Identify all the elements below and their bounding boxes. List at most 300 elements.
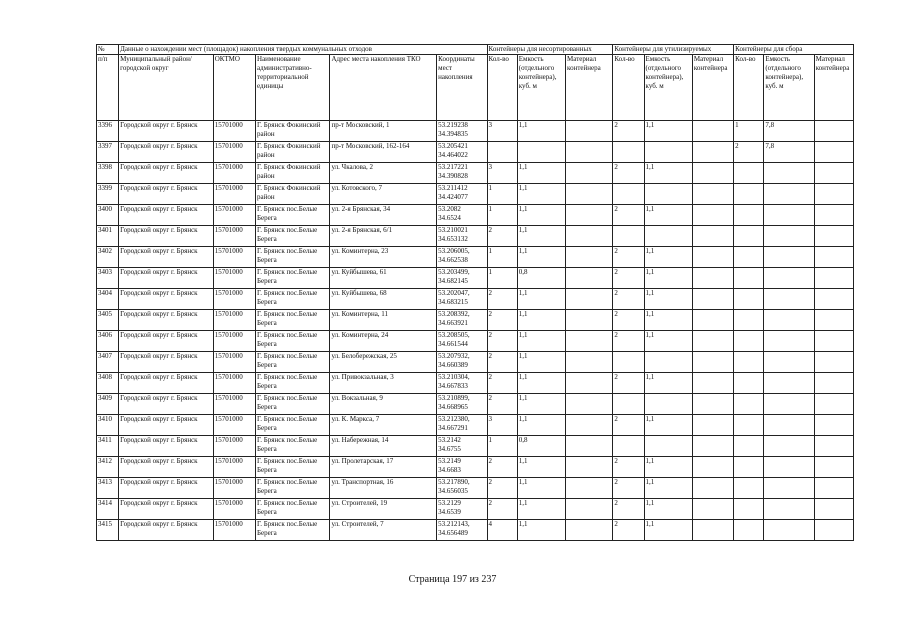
cell-recycled-material — [692, 226, 733, 247]
cell-unsorted-count: 4 — [487, 520, 517, 541]
cell-oktmo: 15701000 — [213, 163, 255, 184]
cell-oktmo: 15701000 — [213, 289, 255, 310]
table-row — [97, 289, 854, 310]
table-row — [97, 142, 854, 163]
cell-unsorted-count: 2 — [487, 331, 517, 352]
cell-municipality: Городской округ г. Брянск — [119, 184, 214, 205]
cell-address: ул. Коминтерна, 23 — [330, 247, 437, 268]
cell-address: ул. Пролетарская, 17 — [330, 457, 437, 478]
cell-recycled-capacity: 1,1 — [644, 457, 692, 478]
cell-unsorted-count: 2 — [487, 352, 517, 373]
cell-coords: 53.219238 34.394835 — [437, 121, 487, 142]
cell-address: ул. Вокзальная, 9 — [330, 394, 437, 415]
row-number: 3401 — [97, 226, 119, 247]
table-row — [97, 205, 854, 226]
cell-recycled-material — [692, 478, 733, 499]
cell-unsorted-count: 2 — [487, 499, 517, 520]
cell-unsorted-count — [487, 142, 517, 163]
cell-coords: 53.2129 34.6539 — [437, 499, 487, 520]
cell-collection-material — [814, 352, 853, 373]
cell-collection-capacity — [764, 268, 814, 289]
cell-unsorted-capacity: 1,1 — [517, 310, 565, 331]
cell-recycled-count: 2 — [613, 478, 644, 499]
cell-admin-unit: Г. Брянск пос.Белые Берега — [256, 289, 330, 310]
cell-coords: 53.207932, 34.660389 — [437, 352, 487, 373]
table-row — [97, 415, 854, 436]
cell-address: ул. Куйбышева, 68 — [330, 289, 437, 310]
table-row — [97, 226, 854, 247]
row-number: 3407 — [97, 352, 119, 373]
cell-unsorted-capacity: 1,1 — [517, 331, 565, 352]
cell-recycled-count: 2 — [613, 457, 644, 478]
cell-oktmo: 15701000 — [213, 247, 255, 268]
cell-unsorted-capacity: 1,1 — [517, 520, 565, 541]
header-recycled-material: Материал контейнера — [692, 55, 733, 121]
cell-recycled-count: 2 — [613, 247, 644, 268]
cell-address: пр-т Московский, 162-164 — [330, 142, 437, 163]
cell-recycled-material — [692, 331, 733, 352]
cell-municipality: Городской округ г. Брянск — [119, 142, 214, 163]
cell-address: ул. Транспортная, 16 — [330, 478, 437, 499]
cell-oktmo: 15701000 — [213, 436, 255, 457]
cell-unsorted-capacity: 0,8 — [517, 268, 565, 289]
cell-coords: 53.2082 34.6524 — [437, 205, 487, 226]
row-number: 3396 — [97, 121, 119, 142]
cell-municipality: Городской округ г. Брянск — [119, 373, 214, 394]
cell-recycled-count: 2 — [613, 121, 644, 142]
cell-collection-count: 2 — [734, 142, 764, 163]
cell-municipality: Городской округ г. Брянск — [119, 352, 214, 373]
cell-collection-material — [814, 268, 853, 289]
cell-coords: 53.210304, 34.667833 — [437, 373, 487, 394]
cell-recycled-count: 2 — [613, 373, 644, 394]
cell-admin-unit: Г. Брянск пос.Белые Берега — [256, 268, 330, 289]
row-number: 3397 — [97, 142, 119, 163]
cell-recycled-material — [692, 373, 733, 394]
row-number: 3412 — [97, 457, 119, 478]
cell-collection-material — [814, 205, 853, 226]
cell-unsorted-material — [566, 520, 613, 541]
cell-collection-material — [814, 289, 853, 310]
cell-recycled-count — [613, 226, 644, 247]
cell-oktmo: 15701000 — [213, 268, 255, 289]
page-number: Страница 197 из 237 — [408, 574, 497, 585]
cell-coords: 53.212143, 34.656489 — [437, 520, 487, 541]
cell-municipality: Городской округ г. Брянск — [119, 499, 214, 520]
cell-collection-capacity — [764, 310, 814, 331]
cell-collection-count — [734, 352, 764, 373]
cell-admin-unit: Г. Брянск пос.Белые Берега — [256, 205, 330, 226]
cell-recycled-capacity: 1,1 — [644, 520, 692, 541]
waste-sites-table — [96, 44, 854, 541]
cell-recycled-capacity — [644, 184, 692, 205]
cell-recycled-capacity: 1,1 — [644, 310, 692, 331]
cell-unsorted-count: 2 — [487, 289, 517, 310]
cell-unsorted-capacity: 1,1 — [517, 121, 565, 142]
cell-address: пр-т Московский, 1 — [330, 121, 437, 142]
table-row — [97, 331, 854, 352]
cell-collection-material — [814, 394, 853, 415]
cell-collection-capacity — [764, 331, 814, 352]
cell-unsorted-material — [566, 331, 613, 352]
header-collection-capacity: Емкость (отдельного контейнера), куб. м — [764, 55, 814, 121]
cell-unsorted-material — [566, 499, 613, 520]
row-number: 3410 — [97, 415, 119, 436]
cell-coords: 53.210899, 34.668965 — [437, 394, 487, 415]
cell-address: ул. Куйбышева, 61 — [330, 268, 437, 289]
cell-municipality: Городской округ г. Брянск — [119, 205, 214, 226]
cell-unsorted-material — [566, 205, 613, 226]
cell-recycled-capacity — [644, 436, 692, 457]
cell-municipality: Городской округ г. Брянск — [119, 415, 214, 436]
cell-collection-capacity — [764, 394, 814, 415]
cell-unsorted-count: 1 — [487, 247, 517, 268]
cell-collection-capacity — [764, 184, 814, 205]
cell-collection-material — [814, 415, 853, 436]
cell-collection-count — [734, 520, 764, 541]
cell-municipality: Городской округ г. Брянск — [119, 331, 214, 352]
cell-recycled-count: 2 — [613, 289, 644, 310]
header-collection-material: Материал контейнера — [814, 55, 853, 121]
cell-collection-material — [814, 163, 853, 184]
cell-coords: 53.202047, 34.683215 — [437, 289, 487, 310]
table-row — [97, 163, 854, 184]
cell-unsorted-material — [566, 436, 613, 457]
cell-unsorted-capacity: 1,1 — [517, 352, 565, 373]
cell-unsorted-material — [566, 163, 613, 184]
cell-address: ул. Привокзальная, 3 — [330, 373, 437, 394]
cell-unsorted-count: 3 — [487, 415, 517, 436]
cell-collection-capacity — [764, 478, 814, 499]
table-row — [97, 373, 854, 394]
cell-collection-capacity — [764, 163, 814, 184]
cell-admin-unit: Г. Брянск пос.Белые Берега — [256, 499, 330, 520]
cell-collection-capacity — [764, 436, 814, 457]
header-municipality: Муниципальный район/городской округ — [119, 55, 214, 121]
header-group-collection: Контейнеры для сбора — [734, 45, 854, 55]
cell-oktmo: 15701000 — [213, 205, 255, 226]
cell-recycled-count: 2 — [613, 163, 644, 184]
cell-municipality: Городской округ г. Брянск — [119, 436, 214, 457]
cell-admin-unit: Г. Брянск пос.Белые Берега — [256, 520, 330, 541]
cell-collection-count: 1 — [734, 121, 764, 142]
cell-oktmo: 15701000 — [213, 373, 255, 394]
cell-admin-unit: Г. Брянск пос.Белые Берега — [256, 457, 330, 478]
cell-recycled-material — [692, 121, 733, 142]
cell-collection-material — [814, 121, 853, 142]
cell-oktmo: 15701000 — [213, 415, 255, 436]
cell-unsorted-capacity: 1,1 — [517, 247, 565, 268]
cell-unsorted-material — [566, 457, 613, 478]
row-number: 3400 — [97, 205, 119, 226]
table-row — [97, 457, 854, 478]
cell-unsorted-capacity: 1,1 — [517, 457, 565, 478]
table-row — [97, 394, 854, 415]
cell-unsorted-material — [566, 310, 613, 331]
cell-recycled-material — [692, 163, 733, 184]
cell-address: ул. Строителей, 7 — [330, 520, 437, 541]
cell-unsorted-count: 2 — [487, 310, 517, 331]
cell-recycled-material — [692, 289, 733, 310]
cell-unsorted-capacity: 1,1 — [517, 499, 565, 520]
cell-recycled-count: 2 — [613, 415, 644, 436]
cell-recycled-material — [692, 520, 733, 541]
cell-oktmo: 15701000 — [213, 457, 255, 478]
cell-collection-count — [734, 268, 764, 289]
cell-recycled-material — [692, 415, 733, 436]
header-address: Адрес места накопления ТКО — [330, 55, 437, 121]
row-number: 3403 — [97, 268, 119, 289]
table-row — [97, 520, 854, 541]
cell-collection-count — [734, 163, 764, 184]
cell-collection-material — [814, 184, 853, 205]
row-number: 3408 — [97, 373, 119, 394]
header-unsorted-capacity: Емкость (отдельного контейнера), куб. м — [517, 55, 565, 121]
cell-admin-unit: Г. Брянск пос.Белые Берега — [256, 247, 330, 268]
cell-unsorted-material — [566, 352, 613, 373]
cell-address: ул. 2-я Брянская, 6/1 — [330, 226, 437, 247]
cell-unsorted-count: 2 — [487, 226, 517, 247]
cell-unsorted-capacity: 1,1 — [517, 289, 565, 310]
cell-collection-material — [814, 226, 853, 247]
cell-unsorted-capacity: 1,1 — [517, 373, 565, 394]
cell-recycled-material — [692, 499, 733, 520]
cell-collection-material — [814, 520, 853, 541]
cell-recycled-material — [692, 184, 733, 205]
cell-collection-capacity — [764, 457, 814, 478]
cell-recycled-capacity: 1,1 — [644, 163, 692, 184]
row-number: 3402 — [97, 247, 119, 268]
cell-oktmo: 15701000 — [213, 121, 255, 142]
cell-recycled-capacity: 1,1 — [644, 289, 692, 310]
cell-recycled-count — [613, 184, 644, 205]
cell-collection-capacity — [764, 289, 814, 310]
cell-coords: 53.208505, 34.661544 — [437, 331, 487, 352]
cell-collection-count — [734, 331, 764, 352]
cell-oktmo: 15701000 — [213, 226, 255, 247]
cell-admin-unit: Г. Брянск Фокинский район — [256, 142, 330, 163]
cell-municipality: Городской округ г. Брянск — [119, 226, 214, 247]
cell-unsorted-material — [566, 478, 613, 499]
cell-recycled-capacity — [644, 352, 692, 373]
cell-unsorted-count: 1 — [487, 205, 517, 226]
cell-unsorted-material — [566, 226, 613, 247]
cell-recycled-count: 2 — [613, 310, 644, 331]
cell-coords: 53.217890, 34.656035 — [437, 478, 487, 499]
cell-unsorted-capacity: 1,1 — [517, 415, 565, 436]
header-collection-count: Кол-во — [734, 55, 764, 121]
row-number: 3409 — [97, 394, 119, 415]
cell-oktmo: 15701000 — [213, 499, 255, 520]
cell-oktmo: 15701000 — [213, 310, 255, 331]
cell-unsorted-count: 1 — [487, 436, 517, 457]
header-coords: Координаты мест накопления — [437, 55, 487, 121]
cell-recycled-material — [692, 457, 733, 478]
row-number: 3406 — [97, 331, 119, 352]
cell-collection-count — [734, 436, 764, 457]
cell-collection-capacity — [764, 520, 814, 541]
cell-municipality: Городской округ г. Брянск — [119, 247, 214, 268]
cell-collection-capacity — [764, 205, 814, 226]
cell-collection-capacity — [764, 373, 814, 394]
cell-recycled-capacity: 1,1 — [644, 205, 692, 226]
header-recycled-capacity: Емкость (отдельного контейнера), куб. м — [644, 55, 692, 121]
cell-unsorted-count: 1 — [487, 184, 517, 205]
cell-collection-material — [814, 310, 853, 331]
cell-unsorted-material — [566, 289, 613, 310]
table-row — [97, 352, 854, 373]
cell-oktmo: 15701000 — [213, 478, 255, 499]
header-recycled-count: Кол-во — [613, 55, 644, 121]
cell-recycled-material — [692, 247, 733, 268]
cell-collection-count — [734, 226, 764, 247]
table-body — [97, 121, 854, 541]
row-number: 3411 — [97, 436, 119, 457]
cell-recycled-material — [692, 205, 733, 226]
cell-coords: 53.203499, 34.682145 — [437, 268, 487, 289]
cell-recycled-capacity — [644, 226, 692, 247]
cell-collection-count — [734, 394, 764, 415]
cell-recycled-capacity: 1,1 — [644, 268, 692, 289]
cell-coords: 53.208392, 34.663921 — [437, 310, 487, 331]
cell-unsorted-material — [566, 247, 613, 268]
cell-collection-count — [734, 205, 764, 226]
cell-collection-count — [734, 499, 764, 520]
header-num: № — [97, 45, 119, 55]
cell-address: ул. Белобережская, 25 — [330, 352, 437, 373]
header-pp: п/п — [97, 55, 119, 121]
cell-collection-material — [814, 247, 853, 268]
cell-coords: 53.211412 34.424077 — [437, 184, 487, 205]
cell-recycled-count — [613, 142, 644, 163]
cell-admin-unit: Г. Брянск пос.Белые Берега — [256, 415, 330, 436]
cell-coords: 53.206005, 34.662538 — [437, 247, 487, 268]
row-number: 3405 — [97, 310, 119, 331]
cell-collection-material — [814, 436, 853, 457]
cell-coords: 53.2149 34.6683 — [437, 457, 487, 478]
cell-recycled-capacity — [644, 394, 692, 415]
cell-municipality: Городской округ г. Брянск — [119, 268, 214, 289]
cell-address: ул. Коминтерна, 24 — [330, 331, 437, 352]
cell-address: ул. Набережная, 14 — [330, 436, 437, 457]
row-number: 3398 — [97, 163, 119, 184]
cell-oktmo: 15701000 — [213, 331, 255, 352]
table-row — [97, 247, 854, 268]
cell-municipality: Городской округ г. Брянск — [119, 478, 214, 499]
table-row — [97, 478, 854, 499]
cell-recycled-material — [692, 142, 733, 163]
cell-admin-unit: Г. Брянск пос.Белые Берега — [256, 226, 330, 247]
cell-oktmo: 15701000 — [213, 394, 255, 415]
cell-collection-capacity — [764, 352, 814, 373]
cell-collection-material — [814, 331, 853, 352]
row-number: 3414 — [97, 499, 119, 520]
cell-admin-unit: Г. Брянск пос.Белые Берега — [256, 310, 330, 331]
cell-recycled-material — [692, 436, 733, 457]
cell-recycled-capacity: 1,1 — [644, 121, 692, 142]
row-number: 3404 — [97, 289, 119, 310]
cell-admin-unit: Г. Брянск пос.Белые Берега — [256, 394, 330, 415]
cell-admin-unit: Г. Брянск пос.Белые Берега — [256, 436, 330, 457]
cell-recycled-count — [613, 394, 644, 415]
row-number: 3415 — [97, 520, 119, 541]
row-number: 3413 — [97, 478, 119, 499]
cell-collection-count — [734, 478, 764, 499]
cell-collection-count — [734, 247, 764, 268]
cell-collection-count — [734, 184, 764, 205]
cell-unsorted-count: 2 — [487, 457, 517, 478]
cell-unsorted-count: 2 — [487, 373, 517, 394]
header-group-recycled: Контейнеры для утилизируемых — [613, 45, 734, 55]
cell-recycled-material — [692, 310, 733, 331]
table-row — [97, 268, 854, 289]
header-unsorted-count: Кол-во — [487, 55, 517, 121]
header-unsorted-material: Материал контейнера — [566, 55, 613, 121]
cell-collection-material — [814, 373, 853, 394]
cell-coords: 53.217221 34.390828 — [437, 163, 487, 184]
cell-unsorted-material — [566, 415, 613, 436]
cell-collection-capacity — [764, 247, 814, 268]
cell-unsorted-count: 3 — [487, 163, 517, 184]
cell-recycled-count: 2 — [613, 499, 644, 520]
cell-recycled-capacity: 1,1 — [644, 247, 692, 268]
cell-collection-count — [734, 457, 764, 478]
table-row — [97, 499, 854, 520]
cell-municipality: Городской округ г. Брянск — [119, 121, 214, 142]
row-number: 3399 — [97, 184, 119, 205]
cell-recycled-capacity: 1,1 — [644, 478, 692, 499]
cell-unsorted-capacity: 0,8 — [517, 436, 565, 457]
table-row — [97, 436, 854, 457]
cell-address: ул. Котовского, 7 — [330, 184, 437, 205]
cell-municipality: Городской округ г. Брянск — [119, 163, 214, 184]
cell-collection-count — [734, 289, 764, 310]
cell-recycled-count: 2 — [613, 520, 644, 541]
cell-municipality: Городской округ г. Брянск — [119, 520, 214, 541]
header-group-unsorted: Контейнеры для несортированных — [487, 45, 613, 55]
cell-coords: 53.210021 34.653132 — [437, 226, 487, 247]
cell-recycled-count — [613, 352, 644, 373]
cell-collection-capacity — [764, 226, 814, 247]
cell-collection-count — [734, 415, 764, 436]
cell-unsorted-capacity: 1,1 — [517, 205, 565, 226]
cell-admin-unit: Г. Брянск пос.Белые Берега — [256, 478, 330, 499]
cell-recycled-capacity: 1,1 — [644, 499, 692, 520]
cell-oktmo: 15701000 — [213, 352, 255, 373]
cell-collection-count — [734, 373, 764, 394]
cell-unsorted-material — [566, 142, 613, 163]
cell-recycled-count: 2 — [613, 331, 644, 352]
cell-address: ул. Чкалова, 2 — [330, 163, 437, 184]
cell-admin-unit: Г. Брянск Фокинский район — [256, 184, 330, 205]
cell-unsorted-capacity: 1,1 — [517, 163, 565, 184]
cell-unsorted-material — [566, 373, 613, 394]
cell-recycled-material — [692, 268, 733, 289]
cell-unsorted-capacity: 1,1 — [517, 184, 565, 205]
cell-unsorted-count: 1 — [487, 268, 517, 289]
header-admin-unit: Наименование административно-территориальной единицы — [256, 55, 330, 121]
cell-recycled-capacity: 1,1 — [644, 373, 692, 394]
cell-admin-unit: Г. Брянск пос.Белые Берега — [256, 331, 330, 352]
cell-unsorted-capacity — [517, 142, 565, 163]
cell-unsorted-count: 2 — [487, 394, 517, 415]
cell-municipality: Городской округ г. Брянск — [119, 310, 214, 331]
cell-municipality: Городской округ г. Брянск — [119, 457, 214, 478]
cell-oktmo: 15701000 — [213, 184, 255, 205]
cell-unsorted-material — [566, 184, 613, 205]
table-row — [97, 121, 854, 142]
cell-recycled-count: 2 — [613, 268, 644, 289]
